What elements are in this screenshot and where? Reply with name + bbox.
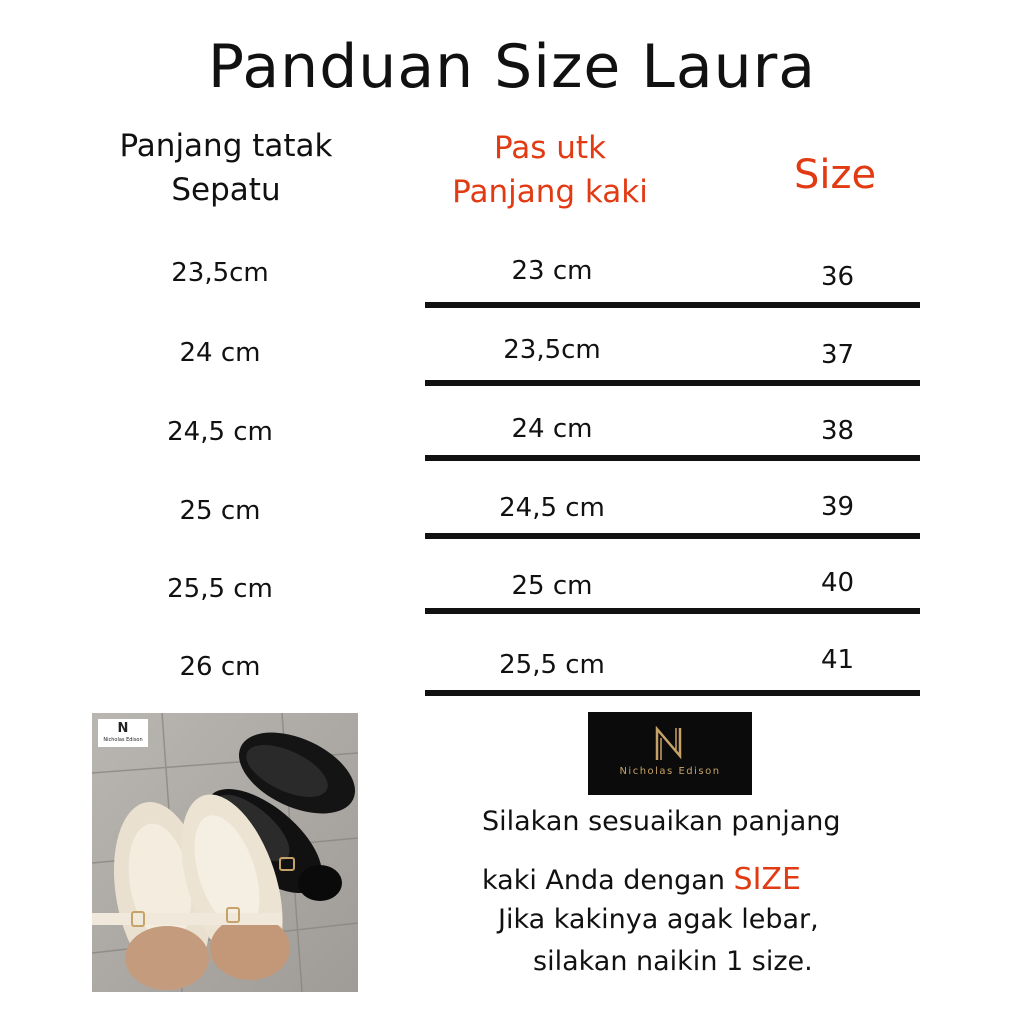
header-col1-line2: Sepatu [171,172,281,208]
row-divider [425,380,920,386]
header-col2-line1: Pas utk [493,130,607,166]
note-line1: Silakan sesuaikan panjang [482,806,841,837]
row-divider [425,690,920,696]
note-line2 [482,862,801,897]
row2-foot-length: 23,5cm [503,335,601,365]
row5-insole-length: 25,5 cm [167,574,273,604]
row4-insole-length: 25 cm [179,496,261,526]
row4-foot-length: 24,5 cm [499,493,605,523]
row2-insole-length: 24 cm [179,338,261,368]
page-title: Panduan Size Laura [207,32,817,102]
header-size: Size [793,152,877,198]
row3-foot-length: 24 cm [511,414,593,444]
header-col1-line1: Panjang tatak [119,128,333,164]
row5-foot-length: 25 cm [511,571,593,601]
row6-insole-length: 26 cm [179,652,261,682]
row6-size: 41 [820,645,855,675]
brand-logo-text: Nicholas Edison [619,766,721,777]
header-col2-line2: Panjang kaki [452,174,648,210]
product-photo [92,713,358,992]
header-foot-length [420,126,680,214]
photo-logo-brand: Nicholas Edison [103,737,143,743]
note-line3: Jika kakinya agak lebar, [498,904,819,935]
row-divider [425,608,920,614]
row-divider [425,455,920,461]
row3-size: 38 [820,416,855,446]
row2-size: 37 [820,340,855,370]
note-line2-prefix: kaki Anda dengan [482,865,734,896]
row-divider [425,533,920,539]
row5-size: 40 [820,568,855,598]
row1-insole-length: 23,5cm [171,258,269,288]
brand-logo [588,712,752,795]
row-divider [425,302,920,308]
row1-foot-length: 23 cm [511,256,593,286]
photo-logo-tag [98,719,148,747]
row1-size: 36 [820,262,855,292]
note-line4: silakan naikin 1 size. [533,946,813,977]
note-size-highlight: SIZE [733,862,801,897]
monogram-n-icon [654,726,686,762]
row3-insole-length: 24,5 cm [167,417,273,447]
header-shoe-insole-length [96,124,356,212]
row4-size: 39 [820,492,855,522]
photo-logo-monogram: N [117,721,129,736]
row6-foot-length: 25,5 cm [499,650,605,680]
